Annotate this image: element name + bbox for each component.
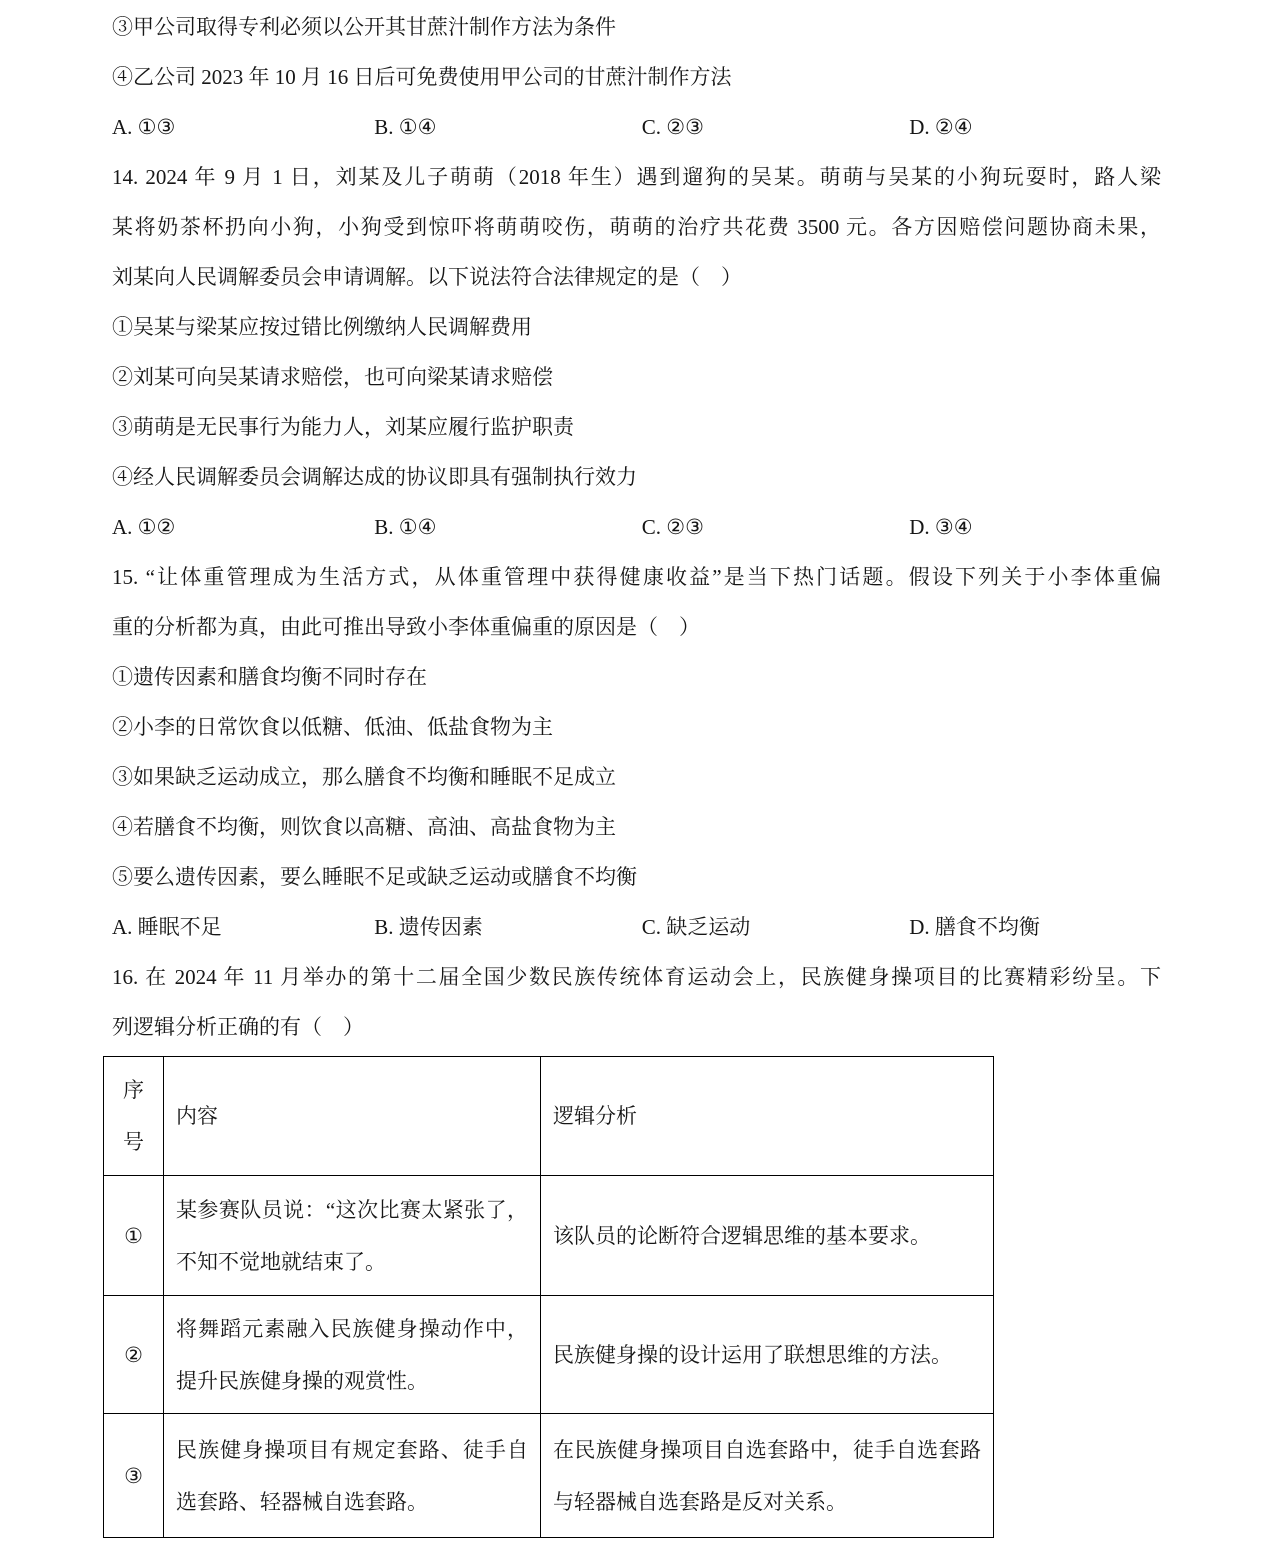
q13-statement-3: ③甲公司取得专利必须以公开其甘蔗汁制作方法为条件 bbox=[112, 15, 616, 39]
q13-options-row bbox=[112, 102, 1161, 152]
q16-stem-line-1: 16. 在 2024 年 11 月举办的第十二届全国少数民族传统体育运动会上，民族健身操项目的比赛精彩纷呈。下 bbox=[112, 965, 1161, 989]
q15-statement-3: ③如果缺乏运动成立，那么膳食不均衡和睡眠不足成立 bbox=[112, 765, 616, 789]
q14-stem-line-1: 14. 2024 年 9 月 1 日，刘某及儿子萌萌（2018 年生）遇到遛狗的吴某。萌萌与吴某的小狗玩耍时，路人梁 bbox=[112, 165, 1161, 189]
q15-stem-line-1: 15. “让体重管理成为生活方式，从体重管理中获得健康收益”是当下热门话题。假设下列关于小李体重偏 bbox=[112, 565, 1161, 589]
table-header-analysis: 逻辑分析 bbox=[541, 1057, 994, 1176]
q15-option-b: B. 遗传因素 bbox=[374, 915, 483, 939]
table-row-1-no: ① bbox=[104, 1176, 164, 1296]
q15-statement-5: ⑤要么遗传因素，要么睡眠不足或缺乏运动或膳食不均衡 bbox=[112, 865, 637, 889]
q14-option-b: B. ①④ bbox=[374, 515, 437, 539]
q14-option-c: C. ②③ bbox=[641, 515, 704, 539]
q14-options-row bbox=[112, 502, 1161, 552]
table-row-1-content: 某参赛队员说：“这次比赛太紧张了，不知不觉地就结束了。 bbox=[164, 1176, 541, 1296]
q16-stem-line-2: 列逻辑分析正确的有（ ） bbox=[112, 1015, 364, 1039]
q15-statement-4: ④若膳食不均衡，则饮食以高糖、高油、高盐食物为主 bbox=[112, 815, 616, 839]
q15-stem-line-2: 重的分析都为真，由此可推出导致小李体重偏重的原因是（ ） bbox=[112, 615, 700, 639]
q13-option-b: B. ①④ bbox=[374, 115, 437, 139]
q13-option-c: C. ②③ bbox=[641, 115, 704, 139]
table-row-2 bbox=[104, 1296, 994, 1414]
q15-option-a: A. 睡眠不足 bbox=[112, 915, 222, 939]
q13-option-a: A. ①③ bbox=[112, 115, 176, 139]
table-row-2-content: 将舞蹈元素融入民族健身操动作中，提升民族健身操的观赏性。 bbox=[164, 1296, 541, 1414]
q14-option-d: D. ③④ bbox=[909, 515, 973, 539]
q14-option-a: A. ①② bbox=[112, 515, 176, 539]
q13-option-d: D. ②④ bbox=[909, 115, 973, 139]
q14-statement-4: ④经人民调解委员会调解达成的协议即具有强制执行效力 bbox=[112, 465, 637, 489]
q14-stem-line-2: 某将奶茶杯扔向小狗，小狗受到惊吓将萌萌咬伤，萌萌的治疗共花费 3500 元。各方因赔偿问题协商未果， bbox=[112, 215, 1161, 239]
table-row-1 bbox=[104, 1176, 994, 1296]
q16-logic-table bbox=[103, 1056, 994, 1538]
q14-statement-3: ③萌萌是无民事行为能力人，刘某应履行监护职责 bbox=[112, 415, 574, 439]
table-row-2-no: ② bbox=[104, 1296, 164, 1414]
table-header-no: 序号 bbox=[104, 1057, 164, 1176]
table-row-3-no: ③ bbox=[104, 1414, 164, 1538]
table-row-3-analysis: 在民族健身操项目自选套路中，徒手自选套路与轻器械自选套路是反对关系。 bbox=[541, 1414, 994, 1538]
q15-option-d: D. 膳食不均衡 bbox=[909, 915, 1040, 939]
q13-statement-4: ④乙公司 2023 年 10 月 16 日后可免费使用甲公司的甘蔗汁制作方法 bbox=[112, 65, 732, 89]
table-row-3 bbox=[104, 1414, 994, 1538]
q15-option-c: C. 缺乏运动 bbox=[641, 915, 751, 939]
table-header-row bbox=[104, 1057, 994, 1176]
table-row-3-content: 民族健身操项目有规定套路、徒手自选套路、轻器械自选套路。 bbox=[164, 1414, 541, 1538]
table-header-content: 内容 bbox=[164, 1057, 541, 1176]
q15-options-row bbox=[112, 902, 1161, 952]
q15-statement-1: ①遗传因素和膳食均衡不同时存在 bbox=[112, 665, 427, 689]
q14-statement-2: ②刘某可向吴某请求赔偿，也可向梁某请求赔偿 bbox=[112, 365, 553, 389]
table-row-1-analysis: 该队员的论断符合逻辑思维的基本要求。 bbox=[541, 1176, 994, 1296]
q14-stem-line-3: 刘某向人民调解委员会申请调解。以下说法符合法律规定的是（ ） bbox=[112, 265, 742, 289]
q15-statement-2: ②小李的日常饮食以低糖、低油、低盐食物为主 bbox=[112, 715, 553, 739]
exam-page-text bbox=[112, 2, 1161, 1052]
q14-statement-1: ①吴某与梁某应按过错比例缴纳人民调解费用 bbox=[112, 315, 532, 339]
table-row-2-analysis: 民族健身操的设计运用了联想思维的方法。 bbox=[541, 1296, 994, 1414]
